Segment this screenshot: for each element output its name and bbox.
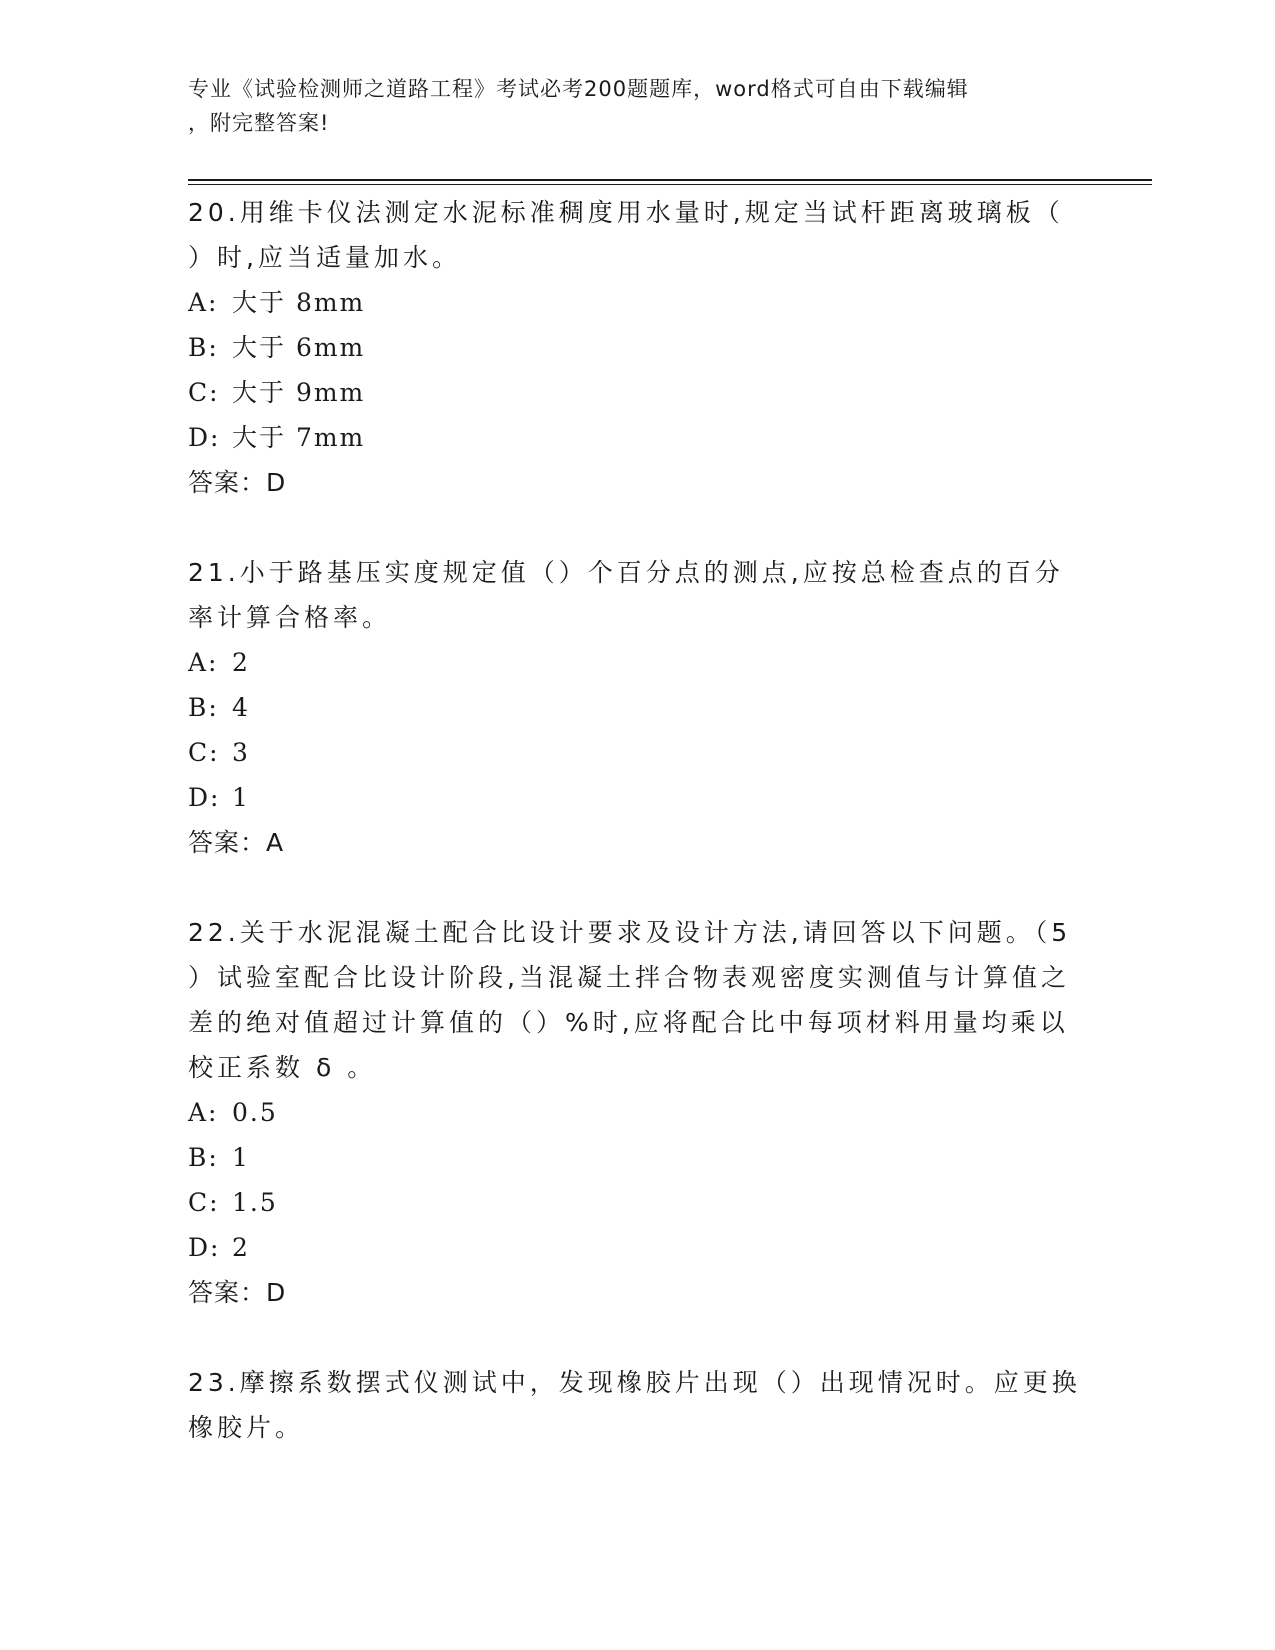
option-c [188, 730, 1088, 775]
option-value: 大于 8mm [232, 288, 366, 317]
question-23 [188, 1360, 1088, 1450]
option-letter: A: [188, 648, 219, 677]
option-value: 4 [232, 693, 250, 722]
option-d [188, 775, 1088, 820]
question-text-line: 率计算合格率。 [188, 603, 392, 632]
option-b [188, 1135, 1088, 1180]
option-letter: B: [188, 693, 219, 722]
question-text-line: 23.摩擦系数摆式仪测试中，发现橡胶片出现（）出现情况时。应更换 [188, 1368, 1081, 1397]
option-d [188, 1225, 1088, 1270]
option-letter: D: [188, 1233, 221, 1262]
option-value: 大于 7mm [232, 423, 366, 452]
question-text-line: 校正系数 δ 。 [188, 1053, 377, 1082]
option-letter: A: [188, 288, 219, 317]
question-text-line: 差的绝对值超过计算值的（）%时,应将配合比中每项材料用量均乘以 [188, 1008, 1069, 1037]
option-letter: B: [188, 1143, 219, 1172]
option-c [188, 370, 1088, 415]
header-divider-thick [188, 179, 1152, 181]
question-text-line: 橡胶片。 [188, 1413, 305, 1442]
header-line-1: 专业《试验检测师之道路工程》考试必考200题题库，word格式可自由下载编辑 [188, 77, 969, 101]
question-21 [188, 550, 1088, 865]
option-value: 0.5 [232, 1098, 278, 1127]
question-list [188, 190, 1088, 1495]
option-value: 1 [232, 783, 250, 812]
question-text-line: 21.小于路基压实度规定值（）个百分点的测点,应按总检查点的百分 [188, 558, 1064, 587]
option-letter: C: [188, 1188, 220, 1217]
option-value: 2 [232, 1233, 250, 1262]
answer-text: 答案：D [188, 468, 287, 497]
question-22 [188, 910, 1088, 1315]
option-b [188, 685, 1088, 730]
option-value: 大于 6mm [232, 333, 366, 362]
option-letter: C: [188, 378, 220, 407]
option-letter: A: [188, 1098, 219, 1127]
option-value: 3 [232, 738, 250, 767]
header-divider-thin [188, 184, 1152, 185]
answer-text: 答案：D [188, 1278, 287, 1307]
document-header [188, 72, 1088, 140]
question-text-line: ）试验室配合比设计阶段,当混凝土拌合物表观密度实测值与计算值之 [188, 963, 1070, 992]
answer-text: 答案：A [188, 828, 285, 857]
header-line-2: ，附完整答案! [188, 111, 330, 135]
option-c [188, 1180, 1088, 1225]
option-a [188, 640, 1088, 685]
option-d [188, 415, 1088, 460]
option-value: 大于 9mm [232, 378, 366, 407]
option-letter: D: [188, 423, 221, 452]
option-b [188, 325, 1088, 370]
option-value: 2 [232, 648, 250, 677]
option-letter: B: [188, 333, 219, 362]
option-value: 1 [232, 1143, 250, 1172]
question-text-line: ）时,应当适量加水。 [188, 243, 461, 272]
option-a [188, 1090, 1088, 1135]
question-20 [188, 190, 1088, 505]
question-text-line: 20.用维卡仪法测定水泥标准稠度用水量时,规定当试杆距离玻璃板（ [188, 198, 1064, 227]
option-value: 1.5 [232, 1188, 278, 1217]
question-text-line: 22.关于水泥混凝土配合比设计要求及设计方法,请回答以下问题。（5 [188, 918, 1072, 947]
option-letter: D: [188, 783, 221, 812]
option-a [188, 280, 1088, 325]
option-letter: C: [188, 738, 220, 767]
